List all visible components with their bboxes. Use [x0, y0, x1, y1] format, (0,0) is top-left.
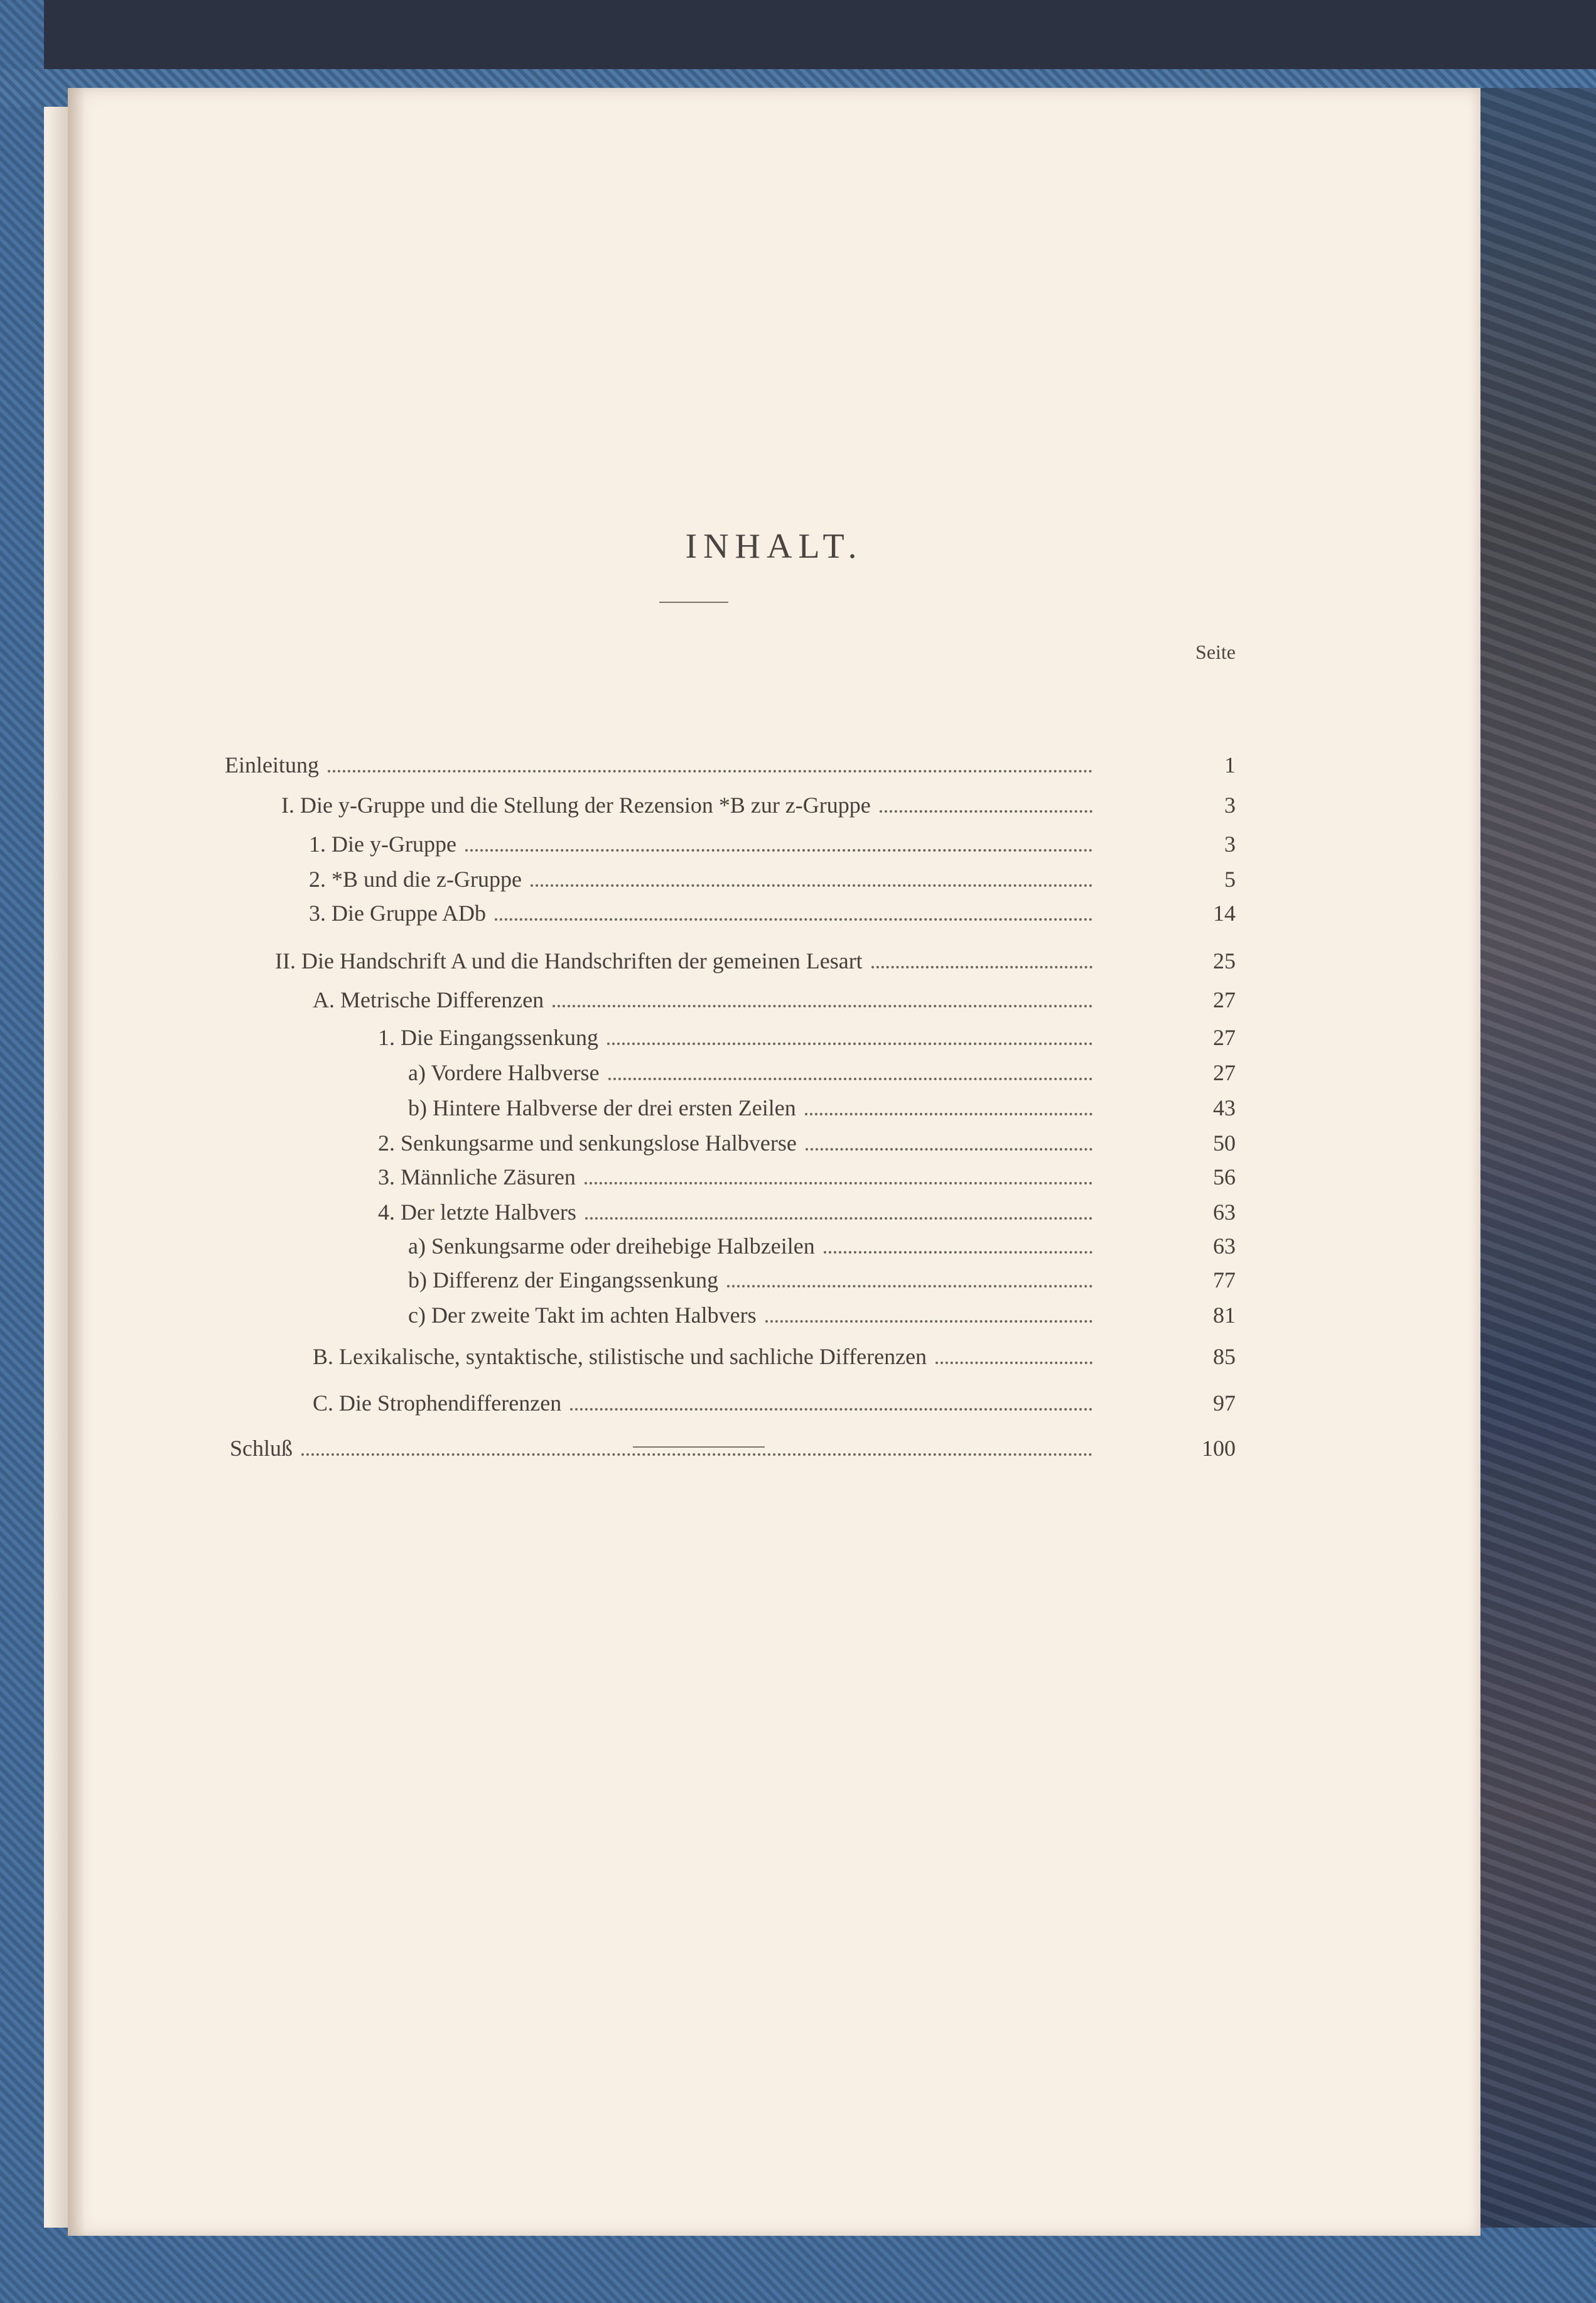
toc-entry-page-number: 27	[1213, 1025, 1236, 1050]
dot-leader	[328, 770, 1092, 772]
toc-entry-page-number: 14	[1213, 901, 1236, 926]
toc-entry-page-number: 85	[1213, 1344, 1236, 1369]
toc-entry-label: a) Senkungsarme oder dreihebige Halbzeilen	[408, 1233, 815, 1259]
toc-entry-page-number: 63	[1213, 1233, 1236, 1259]
toc-entry-label: a) Vordere Halbverse	[408, 1060, 600, 1085]
dot-leader	[570, 1408, 1092, 1411]
toc-entry-page-number: 27	[1213, 1060, 1236, 1085]
dot-leader	[871, 966, 1092, 968]
book-binding-right	[1477, 88, 1596, 2242]
title-divider	[659, 602, 728, 603]
dot-leader	[806, 1148, 1092, 1151]
dot-leader	[301, 1453, 1092, 1456]
end-divider	[633, 1446, 765, 1448]
toc-entry-page-number: 56	[1213, 1164, 1236, 1189]
dot-leader	[727, 1285, 1092, 1287]
toc-entry-label: c) Der zweite Takt im achten Halbvers	[408, 1303, 757, 1328]
book-binding-left	[0, 0, 44, 2303]
toc-entry-label: 1. Die Eingangssenkung	[378, 1025, 598, 1050]
toc-entry-label: b) Differenz der Eingangssenkung	[408, 1267, 719, 1292]
page-title: INHALT.	[685, 527, 863, 566]
toc-entry-label: 2. *B und die z-Gruppe	[309, 867, 522, 892]
toc-entry-page-number: 27	[1213, 987, 1236, 1012]
toc-entry-page-number: 25	[1213, 948, 1236, 973]
toc-entry-label: B. Lexikalische, syntaktische, stilistische und sachliche Differenzen	[313, 1344, 927, 1369]
dot-leader	[805, 1113, 1092, 1115]
toc-entry-label: C. Die Strophendifferenzen	[313, 1390, 562, 1416]
book-page	[68, 88, 1480, 2236]
toc-entry-label: 3. Männliche Zäsuren	[378, 1164, 576, 1189]
toc-entry-page-number: 50	[1213, 1130, 1236, 1156]
toc-entry-label: 4. Der letzte Halbvers	[378, 1200, 576, 1225]
toc-entry-page-number: 100	[1202, 1436, 1236, 1461]
dot-leader	[585, 1182, 1092, 1184]
toc-entry-page-number: 77	[1213, 1267, 1236, 1292]
toc-entry-label: 3. Die Gruppe ADb	[309, 901, 486, 926]
toc-entry-label: Schluß	[230, 1436, 293, 1461]
page-column-header: Seite	[1195, 641, 1236, 663]
toc-entry-page-number: 1	[1224, 752, 1236, 778]
dot-leader	[824, 1251, 1092, 1254]
toc-entry-label: Einleitung	[225, 752, 319, 778]
toc-entry-page-number: 3	[1224, 793, 1236, 818]
dot-leader	[765, 1320, 1092, 1323]
dot-leader	[935, 1362, 1092, 1364]
book-binding-bottom	[0, 2228, 1596, 2303]
toc-entry-label: A. Metrische Differenzen	[313, 987, 544, 1012]
toc-entry-label: 1. Die y-Gruppe	[309, 832, 456, 857]
dot-leader	[585, 1217, 1092, 1220]
dot-leader	[608, 1078, 1092, 1080]
toc-entry-label: b) Hintere Halbverse der drei ersten Zeilen	[408, 1095, 796, 1120]
toc-entry-page-number: 97	[1213, 1390, 1236, 1416]
toc-entry-label: I. Die y-Gruppe und die Stellung der Rezension *B zur z-Gruppe	[281, 793, 871, 818]
dot-leader	[495, 918, 1092, 921]
toc-entry-page-number: 81	[1213, 1303, 1236, 1328]
toc-entry-page-number: 43	[1213, 1095, 1236, 1120]
toc-entry-label: 2. Senkungsarme und senkungslose Halbverse	[378, 1130, 797, 1156]
toc-entry-page-number: 5	[1224, 867, 1236, 892]
dot-leader	[553, 1005, 1092, 1007]
toc-entry-label: II. Die Handschrift A und die Handschriften der gemeinen Lesart	[275, 948, 863, 973]
toc-entry-page-number: 63	[1213, 1200, 1236, 1225]
dot-leader	[880, 810, 1092, 813]
toc-entry-page-number: 3	[1224, 832, 1236, 857]
dot-leader	[465, 849, 1092, 852]
dot-leader	[607, 1043, 1092, 1045]
dot-leader	[531, 884, 1092, 887]
